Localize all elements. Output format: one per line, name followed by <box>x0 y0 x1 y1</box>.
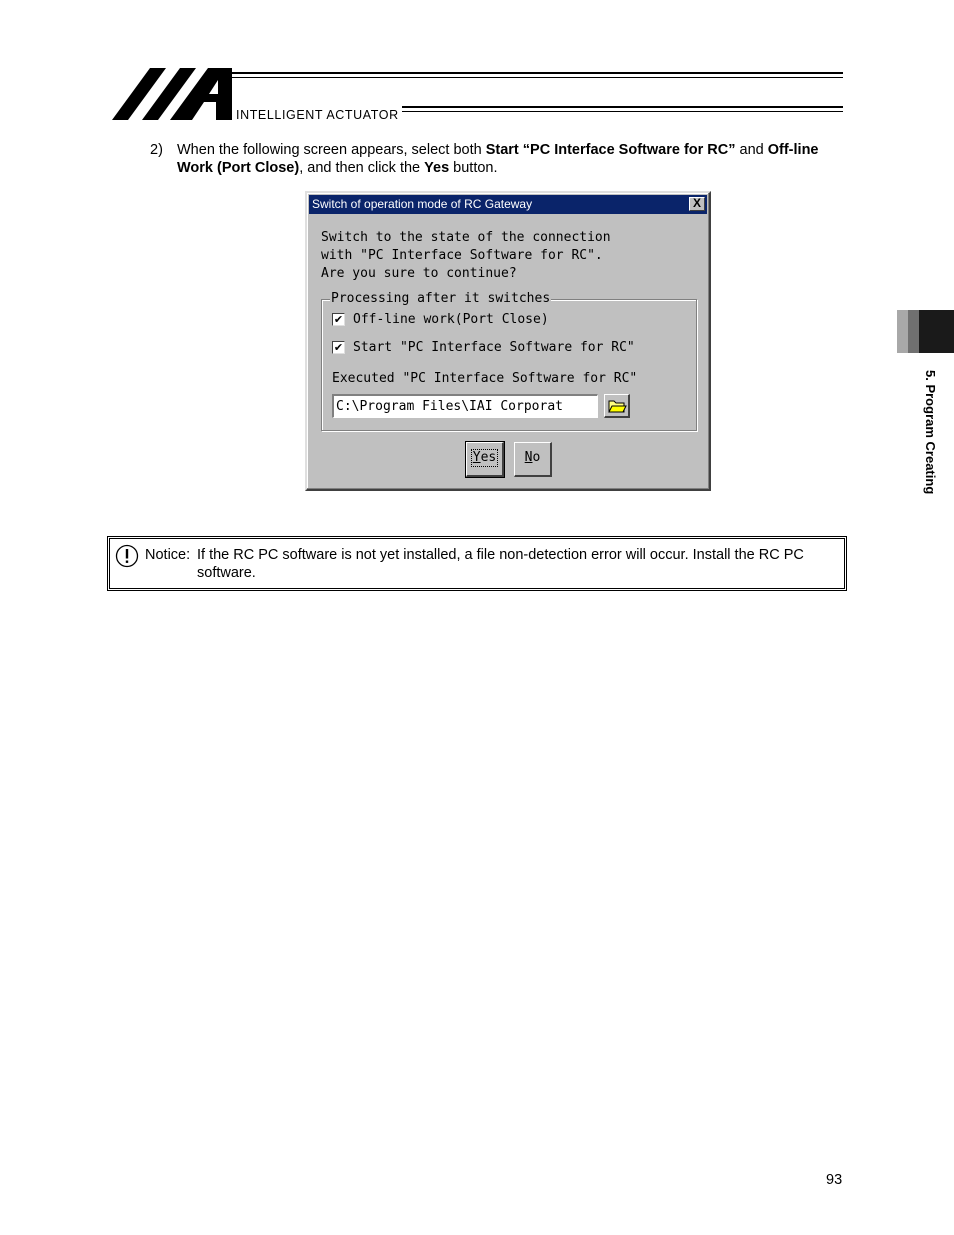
browse-folder-button[interactable] <box>604 394 630 418</box>
checkbox-label: Off-line work(Port Close) <box>353 312 549 327</box>
yes-mnemonic: Y <box>472 450 481 465</box>
chapter-label: 5. Program Creating <box>923 370 938 495</box>
dialog-message-line: Are you sure to continue? <box>321 266 517 281</box>
page-number: 93 <box>826 1172 843 1188</box>
step-text-part: , and then click the <box>299 160 425 176</box>
check-icon[interactable]: ✔ <box>333 341 344 354</box>
dialog-message-line: with "PC Interface Software for RC". <box>321 248 603 263</box>
side-tab-mid <box>908 310 919 353</box>
step-text-part: When the following screen appears, select both <box>177 142 486 158</box>
iai-logo <box>112 68 237 127</box>
yes-label: es <box>480 450 497 465</box>
header-rule-top <box>232 72 843 74</box>
switch-mode-dialog <box>305 191 711 491</box>
dialog-title: Switch of operation mode of RC Gateway <box>312 197 533 211</box>
check-icon[interactable]: ✔ <box>333 313 344 326</box>
step-text-part: button. <box>449 160 498 176</box>
processing-group <box>321 291 697 431</box>
step-text-bold-start: Start “PC Interface Software for RC” <box>485 142 736 158</box>
no-label: o <box>532 450 541 465</box>
header-rule-bottom-2 <box>402 111 843 112</box>
header-rule-top-2 <box>232 77 843 78</box>
header-rule-bottom <box>402 106 843 108</box>
step-text-bold-yes: Yes <box>424 160 450 176</box>
step-text <box>177 141 837 177</box>
checkbox-label: Start "PC Interface Software for RC" <box>353 340 635 355</box>
step-number: 2) <box>150 142 163 158</box>
no-mnemonic: N <box>524 450 533 465</box>
step-text-part: and <box>735 142 768 158</box>
notice-box <box>107 536 847 591</box>
brand-text: INTELLIGENT ACTUATOR <box>236 108 399 122</box>
dialog-message-line: Switch to the state of the connection <box>321 230 611 245</box>
close-icon[interactable]: X <box>689 197 705 211</box>
step-text-bold-offline: Off-line Work (Port Close) <box>177 142 819 176</box>
yes-button[interactable] <box>466 442 504 477</box>
folder-icon <box>606 396 628 416</box>
executed-label: Executed "PC Interface Software for RC" <box>332 371 638 386</box>
dialog-titlebar[interactable] <box>309 195 707 214</box>
group-label: Processing after it switches <box>331 291 551 306</box>
exclamation-icon <box>115 544 139 568</box>
side-tab-dark <box>919 310 954 353</box>
notice-body: If the RC PC software is not yet installed, a file non-detection error will occur. Install the RC PC software. <box>197 547 804 581</box>
executable-path-input[interactable]: C:\Program Files\IAI Corporat <box>332 394 598 418</box>
notice-label: Notice: <box>145 547 191 563</box>
side-tab-light <box>897 310 908 353</box>
no-button[interactable] <box>514 442 552 477</box>
